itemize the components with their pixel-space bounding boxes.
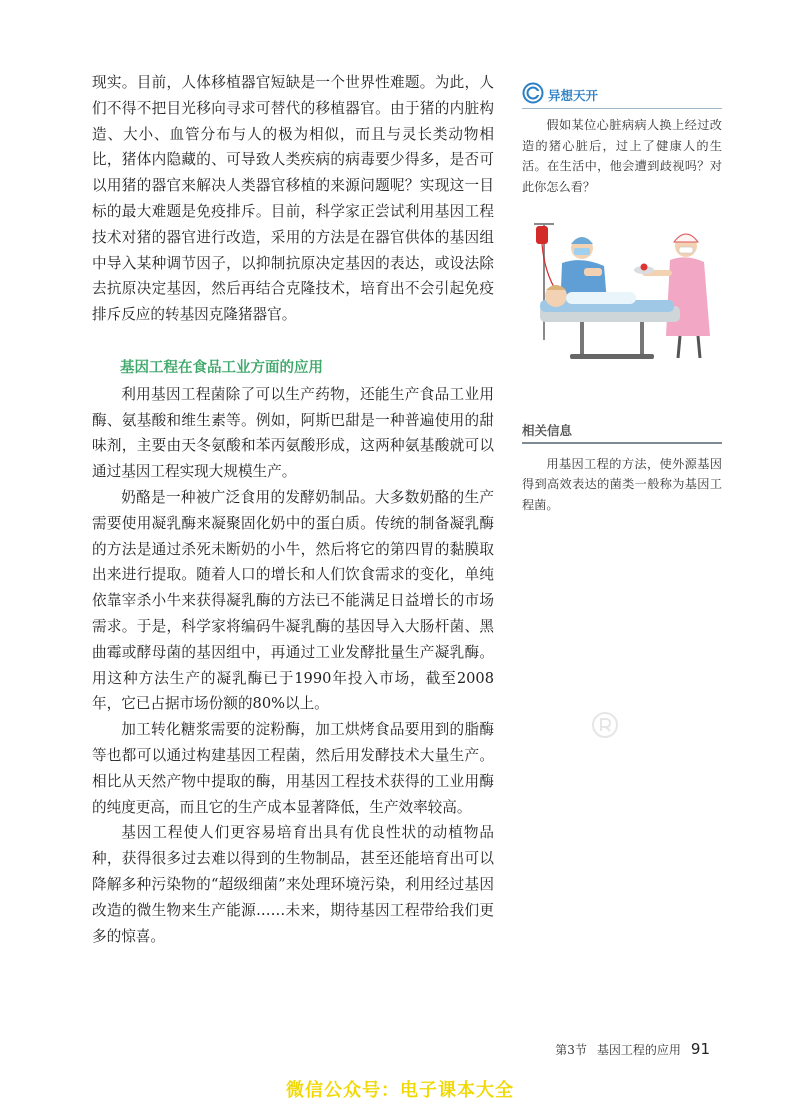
idea-box-text: 假如某位心脏病病人换上经过改造的猪心脏后，过上了健康人的生活。在生活中，他会遭到歧视吗？对此你怎么看？ (522, 118, 722, 194)
divider (522, 442, 722, 444)
body-paragraph: 利用基因工程菌除了可以生产药物，还能生产食品工业用酶、氨基酸和维生素等。例如，阿斯巴甜是一种普遍使用的甜味剂，主要由天冬氨酸和苯丙氨酸形成，这两种氨基酸就可以通过基因工程实现大规模生产。 (92, 385, 494, 481)
footer-section-title: 基因工程的应用 (596, 1043, 681, 1057)
body-paragraph: 基因工程使人们更容易培育出具有优良性状的动植物品种，获得很多过去难以得到的生物制品，甚至还能培育出可以降解多种污染物的“超级细菌”来处理环境污染，利用经过基因改造的微生物来生产能源……未来，期待基因工程带给我们更多的惊喜。 (92, 824, 494, 945)
idea-box-title: 异想天开 (548, 88, 599, 103)
info-box-text: 用基因工程的方法，使外源基因得到高效表达的菌类一般称为基因工程菌。 (522, 456, 722, 512)
idea-box (522, 84, 722, 197)
page-number: 91 (690, 1040, 710, 1058)
info-box (522, 420, 722, 515)
body-paragraph: 现实。目前，人体移植器官短缺是一个世界性难题。为此，人们不得不把目光移向寻求可替代的移植器官。由于猪的内脏构造、大小、血管分布与人的极为相似，而且与灵长类动物相比，猪体内隐藏的、可导致人类疾病的病毒要少得多，是否可以用猪的器官来解决人类器官移植的来源问题呢？实现这一目标的最大难题是免疫排斥。目前，科学家正尝试利用基因工程技术对猪的器官进行改造，采用的方法是在器官供体的基因组中导入某种调节因子，以抑制抗原决定基因的表达，或设法除去抗原决定基因，然后再结合克隆技术，培育出不会引起免疫排斥反应的转基因克隆猪器官。 (92, 74, 494, 324)
footer-section-label: 第3节 (555, 1043, 587, 1057)
idea-box-header (522, 84, 722, 106)
registered-mark-icon (590, 710, 620, 740)
surgery-illustration (522, 218, 722, 368)
divider (522, 108, 722, 109)
body-paragraph: 奶酪是一种被广泛食用的发酵奶制品。大多数奶酪的生产需要使用凝乳酶来凝聚固化奶中的蛋白质。传统的制备凝乳酶的方法是通过杀死未断奶的小牛，然后将它的第四胃的黏膜取出来进行提取。随着人口的增长和人们饮食需求的变化，单纯依靠宰杀小牛来获得凝乳酶的方法已不能满足日益增长的市场需求。于是，科学家将编码牛凝乳酶的基因导入大肠杆菌、黑曲霉或酵母菌的基因组中，再通过工业发酵批量生产凝乳酶。用这种方法生产的凝乳酶已于1990年投入市场，截至2008年，它已占据市场份额的80%以上。 (92, 488, 494, 713)
circle-logo-icon (522, 82, 544, 108)
watermark-text: 微信公众号：电子课本大全 (286, 1080, 514, 1101)
info-box-title: 相关信息 (522, 423, 573, 438)
body-paragraph: 加工转化糖浆需要的淀粉酶，加工烘烤食品要用到的脂酶等也都可以通过构建基因工程菌，然后用发酵技术大量生产。相比从天然产物中提取的酶，用基因工程技术获得的工业用酶的纯度更高，而且它的生产成本显著降低，生产效率较高。 (92, 721, 494, 816)
section-heading: 基因工程在食品工业方面的应用 (120, 359, 323, 376)
page-footer (555, 1040, 710, 1058)
main-column (92, 70, 494, 949)
